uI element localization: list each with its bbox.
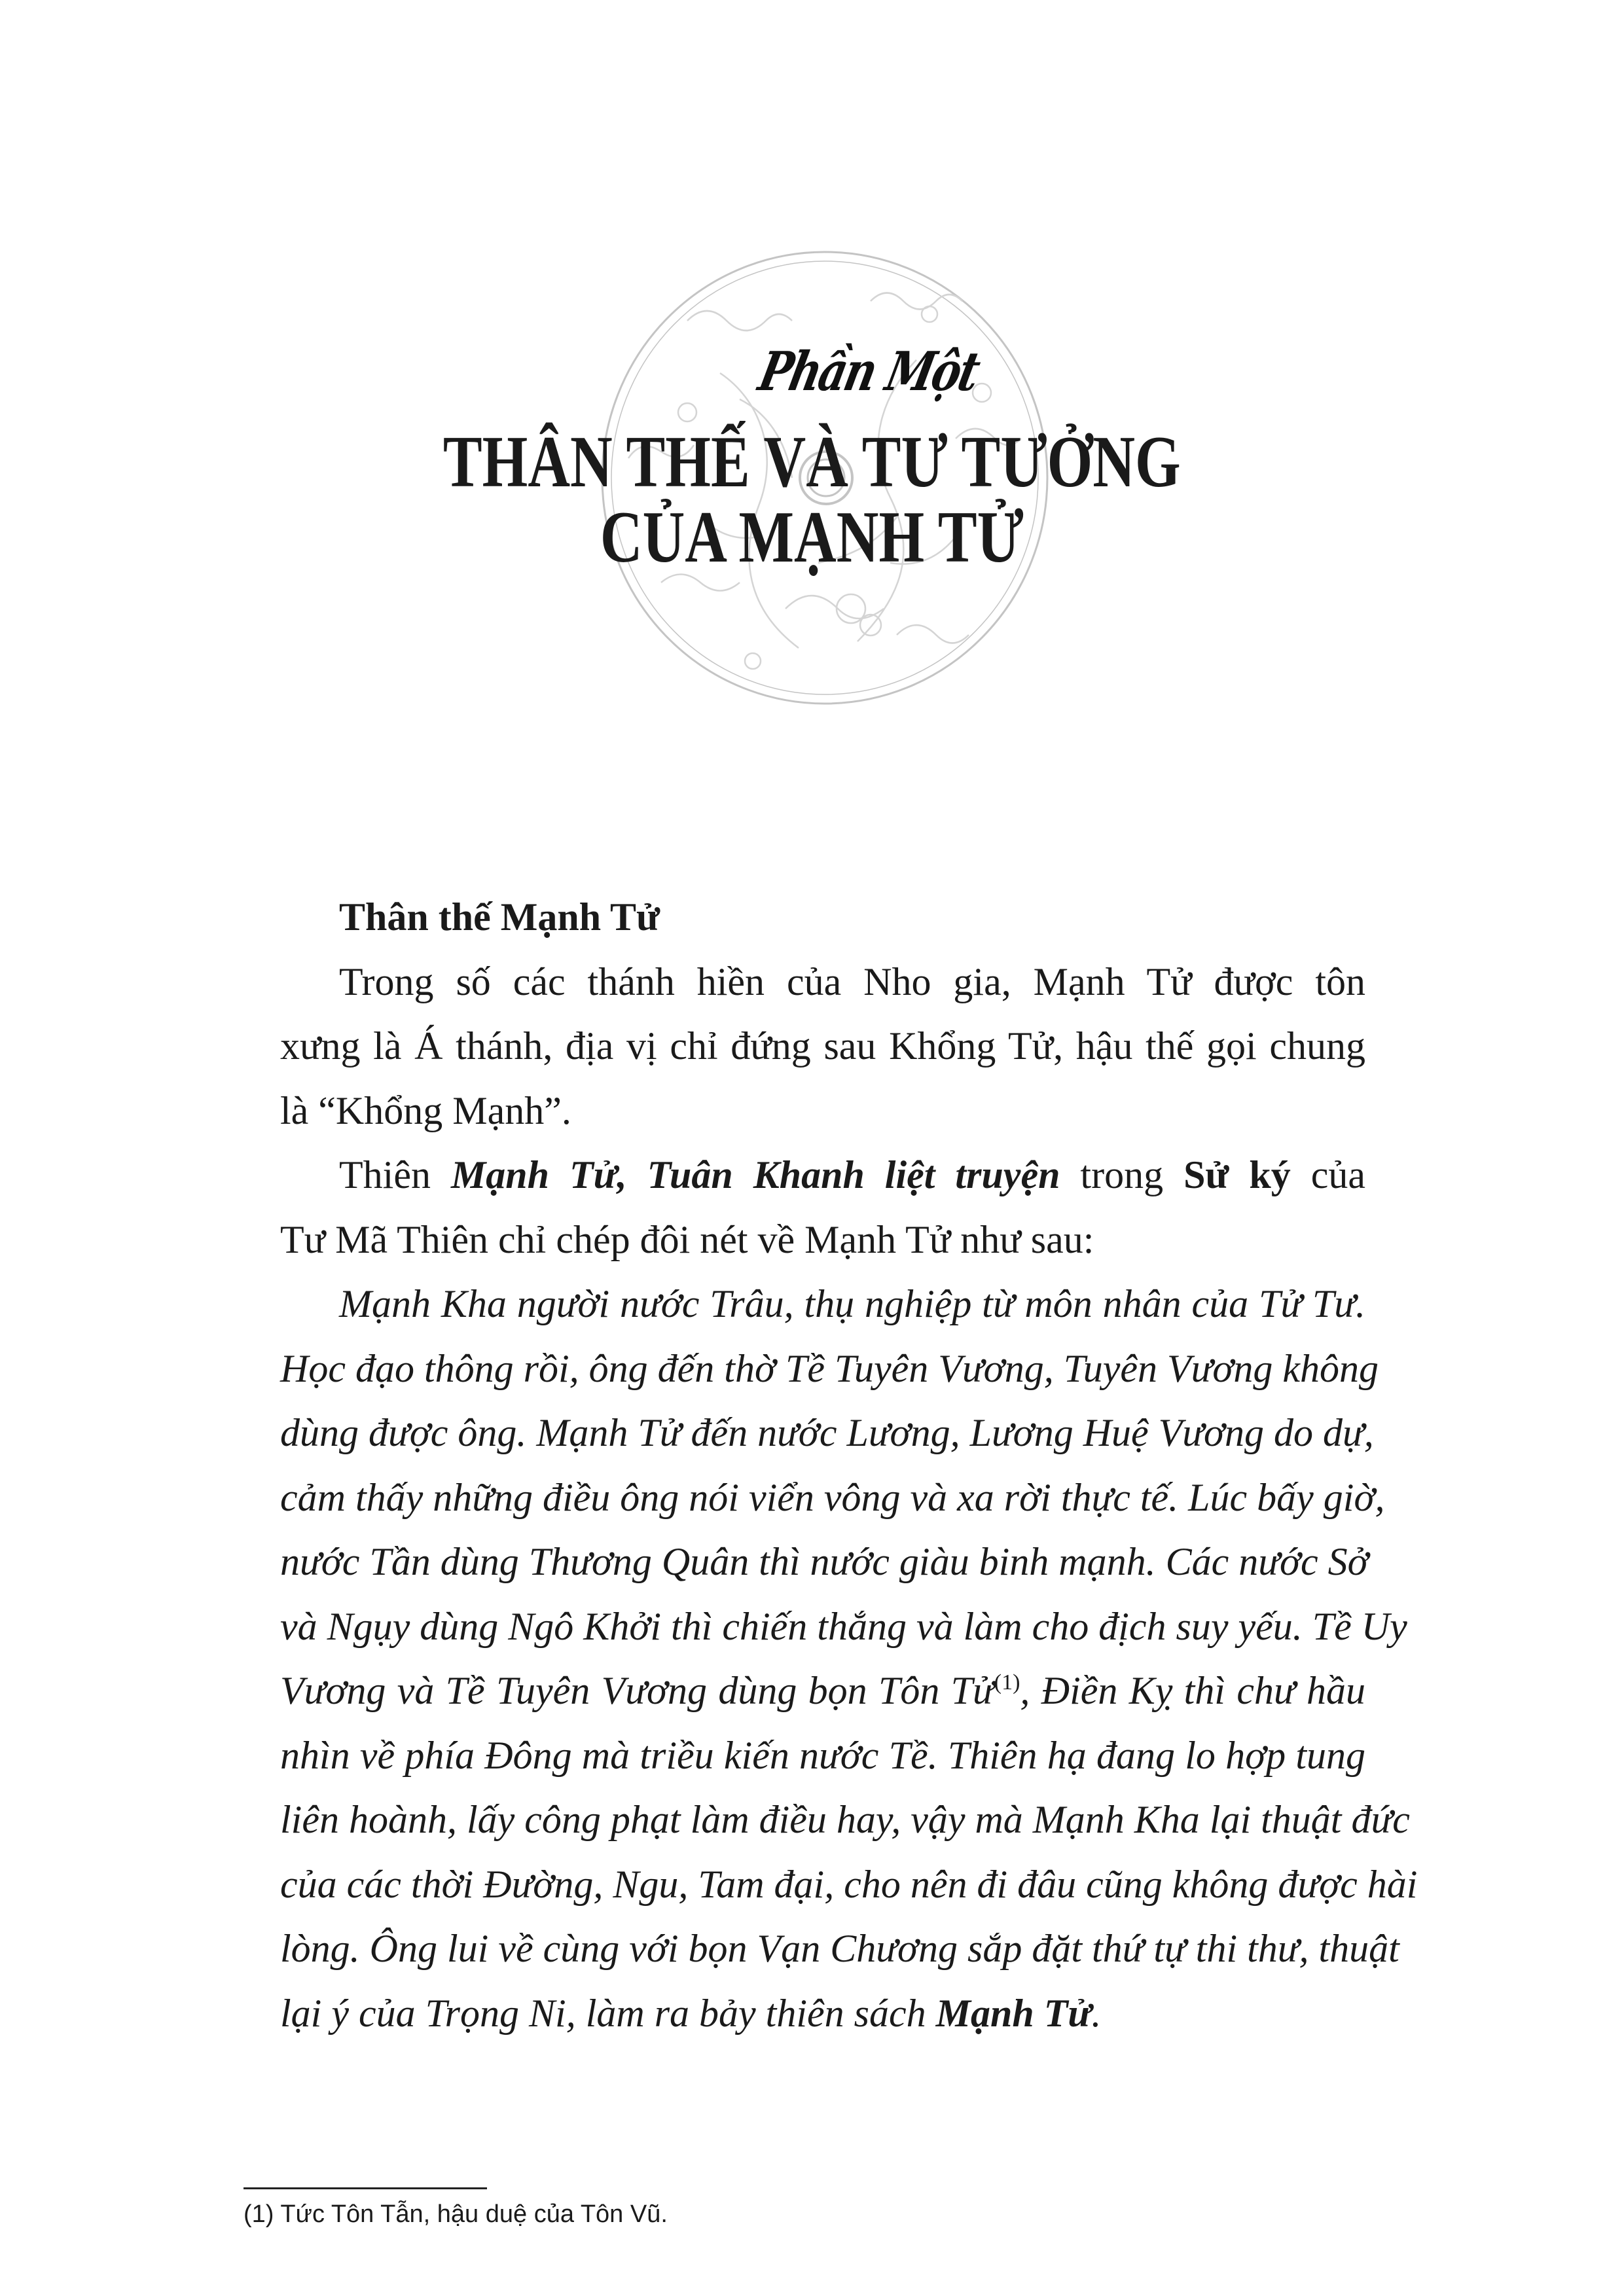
text-line: [280, 1401, 1374, 1465]
text-segment: Thân thế Mạnh Tử: [339, 895, 660, 939]
text-segment: Tư Mã Thiên chỉ chép đôi nét về Mạnh Tử như sau:: [280, 1217, 1094, 1261]
text-line: [280, 1852, 1418, 1917]
text-segment: Trong số các thánh hiền của Nho gia, Mạnh Tử được tôn: [339, 960, 1365, 1003]
text-line: [280, 1014, 1365, 1079]
text-line: [280, 1916, 1399, 1981]
part-label-calligraphy: Phần Một: [753, 340, 984, 403]
text-segment: của: [1290, 1153, 1366, 1196]
text-line: [280, 1079, 1365, 1143]
text-segment: lòng. Ông lui về cùng với bọn Vạn Chương sắp đặt thứ tự thi thư, thuật: [280, 1927, 1399, 1970]
text-line: [280, 1143, 1365, 1208]
text-segment: nước Tần dùng Thương Quân thì nước giàu binh mạnh. Các nước Sở: [280, 1540, 1369, 1583]
text-segment: lại ý của Trọng Ni, làm ra bảy thiên sách: [280, 1991, 936, 2035]
text-segment: Mạnh Tử, Tuân Khanh liệt truyện: [450, 1153, 1060, 1196]
text-segment: , Điền Kỵ thì chư hầu: [1020, 1669, 1365, 1712]
section-heading: [280, 885, 1365, 950]
text-segment: cảm thấy những điều ông nói viển vông và xa rời thực tế. Lúc bấy giờ,: [280, 1475, 1385, 1519]
text-segment: trong: [1060, 1153, 1184, 1196]
text-segment: Mạnh Tử: [935, 1991, 1092, 2035]
text-line: [280, 1336, 1379, 1401]
text-line: [280, 950, 1365, 1014]
chapter-title-line-2: CỦA MẠNH TỬ: [600, 497, 1024, 578]
text-segment: Thiên: [339, 1153, 451, 1196]
text-line: [280, 1787, 1410, 1852]
text-line: [280, 1981, 1365, 2046]
text-segment: dùng được ông. Mạnh Tử đến nước Lương, Lương Huệ Vương do dự,: [280, 1411, 1374, 1454]
footnote-divider: [244, 2187, 487, 2189]
chapter-title-line-1: THÂN THẾ VÀ TƯ TƯỞNG: [443, 422, 1181, 503]
text-segment: của các thời Đường, Ngu, Tam đại, cho nên đi đâu cũng không được hài: [280, 1862, 1418, 1906]
text-segment: .: [1091, 1991, 1102, 2035]
text-line: [280, 1659, 1365, 1723]
text-segment: nhìn về phía Đông mà triều kiến nước Tề. Thiên hạ đang lo hợp tung: [280, 1733, 1365, 1777]
text-line: [280, 1272, 1365, 1336]
footnote: (1) Tức Tôn Tẫn, hậu duệ của Tôn Vũ.: [244, 2200, 668, 2228]
text-segment: Mạnh Kha người nước Trâu, thụ nghiệp từ môn nhân của Tử Tư.: [339, 1282, 1365, 1325]
text-line: [280, 1465, 1385, 1530]
text-segment: Vương và Tề Tuyên Vương dùng bọn Tôn Tử: [280, 1669, 994, 1712]
text-segment: là “Khổng Mạnh”.: [280, 1088, 571, 1132]
text-segment: Học đạo thông rồi, ông đến thờ Tề Tuyên Vương, Tuyên Vương không: [280, 1346, 1379, 1390]
text-line: [280, 1530, 1369, 1594]
text-segment: và Ngụy dùng Ngô Khởi thì chiến thắng và làm cho địch suy yếu. Tề Uy: [280, 1604, 1407, 1648]
text-line: [280, 1208, 1365, 1272]
text-line: [280, 1723, 1365, 1788]
text-line: [280, 1594, 1407, 1659]
text-segment: Sử ký: [1183, 1153, 1291, 1196]
body-text: [280, 885, 1418, 2045]
footnote-ref: (1): [994, 1670, 1020, 1695]
text-segment: liên hoành, lấy công phạt làm điều hay, vậy mà Mạnh Kha lại thuật đức: [280, 1798, 1410, 1841]
text-segment: xưng là Á thánh, địa vị chỉ đứng sau Khổng Tử, hậu thế gọi chung: [280, 1024, 1365, 1067]
